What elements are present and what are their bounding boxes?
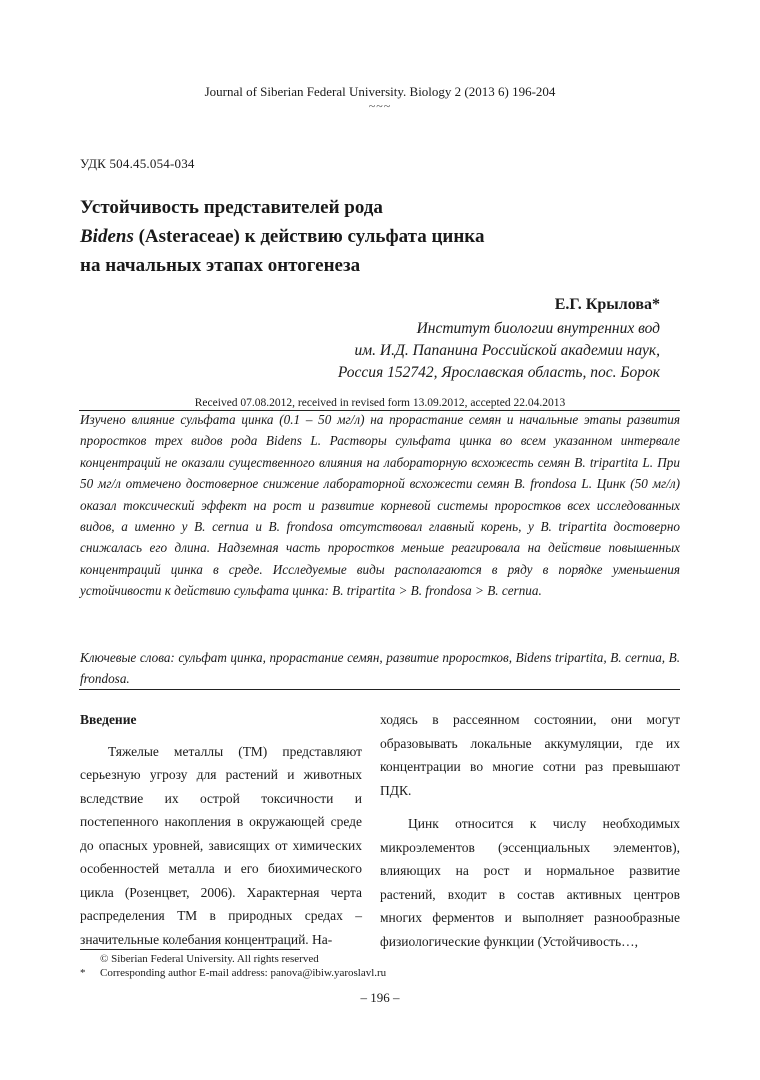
body-column-left [80, 708, 362, 951]
page-number: – 196 – [360, 990, 400, 1005]
received-dates: Received 07.08.2012, received in revised form 13.09.2012, accepted 22.04.2013 [194, 397, 566, 409]
footnote-copyright [80, 952, 319, 966]
corresponding-text: Corresponding author E-mail address: panova@ibiw.yaroslavl.ru [100, 967, 387, 979]
title-line-1: Устойчивость представителей рода [80, 197, 383, 218]
footnote-mark: * [80, 967, 86, 979]
title-genus: Bidens [80, 226, 134, 247]
keywords: Ключевые слова: сульфат цинка, прорастание семян, развитие проростков, Bidens tripartita, B. cernua, B. frondosa. [80, 650, 680, 686]
title-line-2 [80, 222, 680, 251]
journal-header: Journal of Siberian Federal University. Biology 2 (2013 6) 196-204 [204, 84, 556, 99]
title-line-2-rest: (Asteraceae) к действию сульфата цинка [133, 226, 485, 247]
footnote-divider [80, 949, 300, 950]
footnote-corresponding [80, 966, 386, 980]
affiliation-line-1: Институт биологии внутренних вод [416, 320, 660, 337]
body-column-right [380, 708, 680, 953]
copyright-text: © Siberian Federal University. All rights reserved [100, 953, 319, 965]
author-name: Е.Г. Крылова* [554, 296, 660, 313]
header-ornament: ~~~ [368, 99, 392, 113]
paragraph: Цинк относится к числу необходимых микроэлементов (эссенциальных элементов), влияющих на рост и нормальное развитие растений, входит в состав активных центров многих ферментов и выполняет разнообразные физиологические функции (Устойчивость…, [380, 816, 680, 949]
article-title [80, 193, 680, 280]
affiliation-line-2: им. И.Д. Папанина Российской академии наук, [354, 342, 660, 359]
abstract: Изучено влияние сульфата цинка (0.1 – 50 мг/л) на прорастание семян и начальные этапы развития проростков трех видов рода Bidens L. Растворы сульфата цинка во всем указанном интервале концентраций не оказали существенного влияния на лабораторную всхожесть семян B. tripartita L. При 50 мг/л отмечено достоверное снижение лабораторной всхожести семян B. frondosa L. Цинк (50 мг/л) оказал токсический эффект на рост и развитие корневой системы проростков всех исследованных видов, а именно у B. cernua и B. frondosa отсутствовал главный корень, у B. tripartita достоверно снижалась его длина. Надземная часть проростков меньше реагировала на действие повышенных концентраций цинка в среде. Исследуемые виды располагаются в ряду в порядке уменьшения устойчивости к действию сульфата цинка: B. tripartita > B. frondosa > B. cernua. [80, 412, 680, 599]
divider-bottom [79, 689, 680, 690]
affiliation-line-3: Россия 152742, Ярославская область, пос. Борок [337, 364, 660, 381]
paragraph-continued: ходясь в рассеянном состоянии, они могут образовывать локальные аккумуляции, где их концентрации во многие сотни раз превышают ПДК. [380, 712, 680, 798]
section-heading: Введение [80, 712, 137, 727]
udc-code: УДК 504.45.054-034 [80, 156, 195, 171]
title-line-3: на начальных этапах онтогенеза [80, 255, 361, 276]
paragraph: Тяжелые металлы (ТМ) представляют серьезную угрозу для растений и животных вследствие их острой токсичности и постепенного накопления в окружающей среде до опасных уровней, зависящих от химических особенностей металла и его биохимического цикла (Розенцвет, 2006). Характерная черта распределения ТМ в природных средах – значительные колебания концентраций. На- [80, 743, 362, 947]
